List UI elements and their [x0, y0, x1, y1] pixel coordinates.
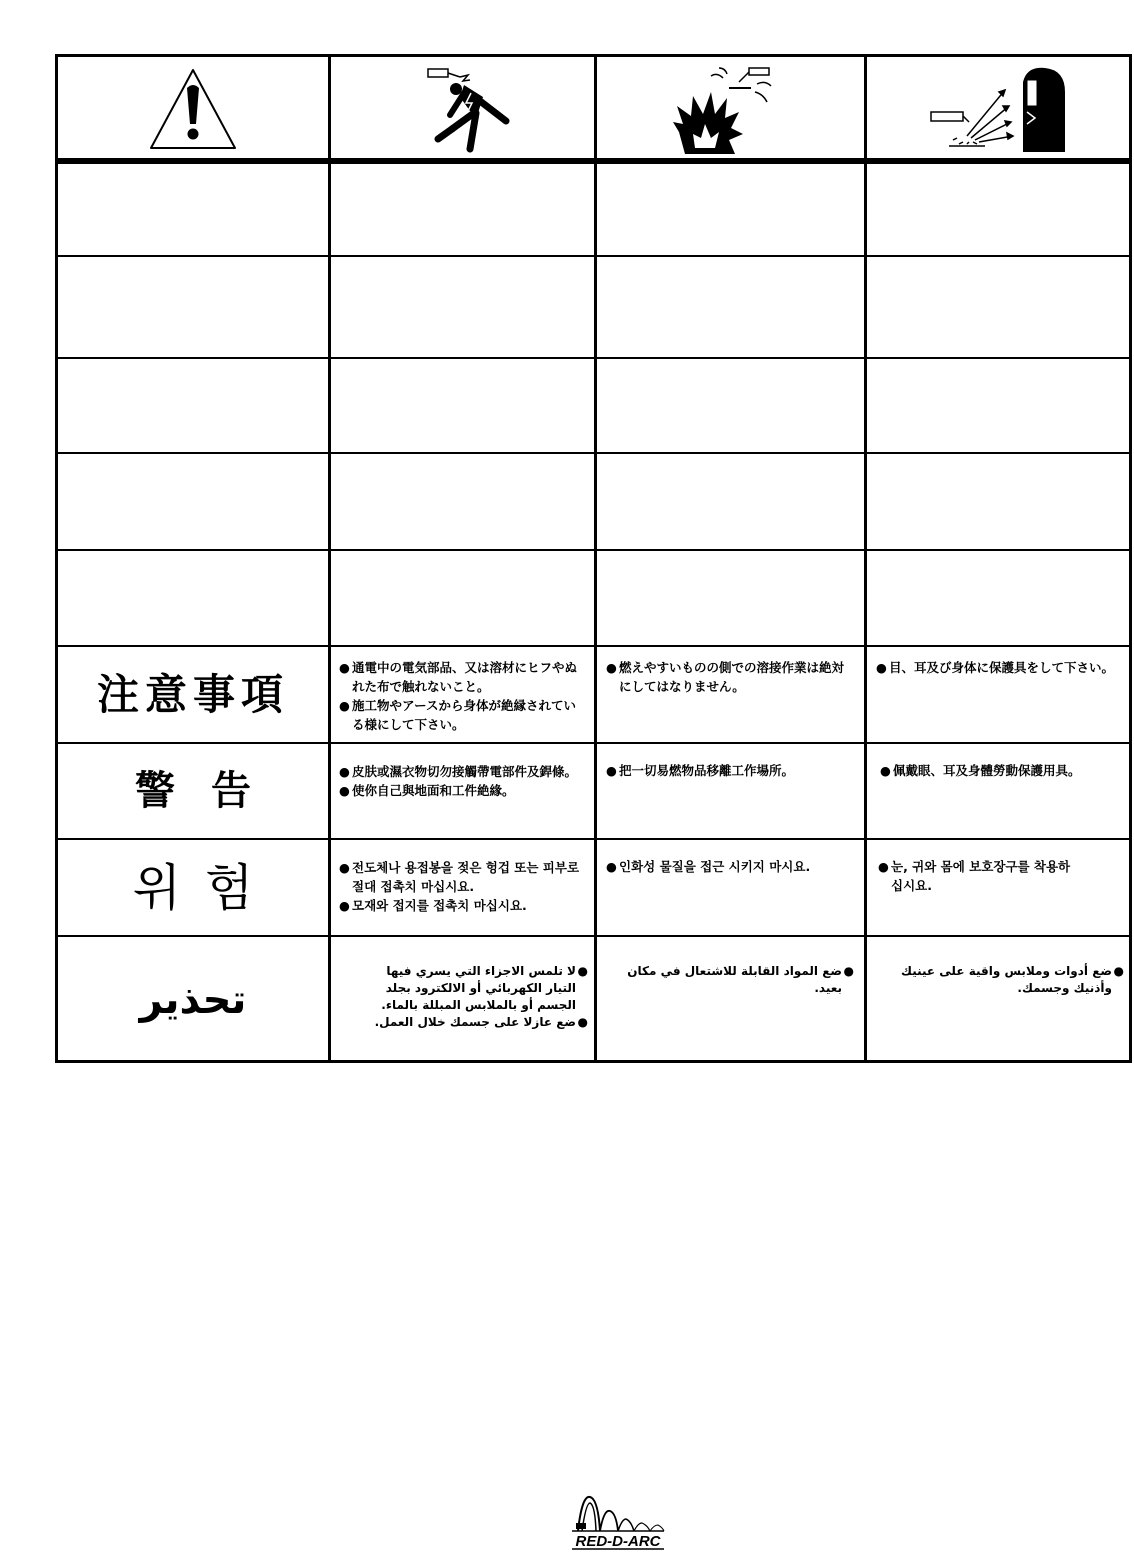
arabic-fire-text: [606, 963, 854, 997]
bullet-item: ● 燃えやすいものの側での溶接作業は絶対にしてはなりません。: [606, 660, 845, 694]
bullet-item: ● لا تلمس الاجزاء التي يسري فيها التيار الكهربائي أو الالكترود بجلد الجسم أو بالملابس المبللة بالماء.: [381, 964, 588, 1012]
bullet-item: ● ضع المواد القابلة للاشتعال في مكان بعيد.: [627, 964, 854, 995]
japanese-rays-text: [876, 658, 1121, 677]
bullet-item: ● ضع أدوات وملابس واقية على عينيك وأذنيك وجسمك.: [901, 964, 1124, 995]
japanese-fire-text: [606, 658, 854, 696]
column-divider: [864, 57, 867, 1060]
korean-electric-text: [339, 858, 585, 915]
row-divider: [58, 255, 1129, 257]
bullet-item: ● 佩戴眼、耳及身體勞動保護用具。: [880, 763, 1081, 778]
japanese-electric-text: [339, 658, 585, 734]
korean-fire-text: [606, 857, 856, 876]
chinese-fire-text: [606, 761, 854, 780]
label-arabic: تحذير: [139, 976, 247, 1023]
bullet-item: ● ضع عازلا على جسمك خلال العمل.: [374, 1015, 588, 1029]
chinese-rays-text: [880, 761, 1125, 780]
arc-rays-helmet-icon: [867, 57, 1129, 160]
bullet-item: ● 施工物やアースから身体が絶縁されている様にして下さい。: [339, 698, 577, 732]
bullet-item: ● 눈, 귀와 몸에 보호장구를 착용하십시요.: [878, 859, 1071, 893]
row-divider: [58, 549, 1129, 551]
svg-text:RED-D-ARC: RED-D-ARC: [575, 1533, 661, 1550]
red-d-arc-logo: [568, 1493, 668, 1551]
bullet-item: ● 通電中の電気部品、又は溶材にヒフやぬれた布で触れないこと。: [339, 660, 578, 694]
chinese-electric-text: [339, 762, 585, 800]
warning-triangle-icon: [58, 57, 328, 160]
column-divider: [594, 57, 597, 1060]
label-chinese: 警告: [135, 768, 287, 814]
row-divider: [58, 357, 1129, 359]
bullet-item: ● 目、耳及び身体に保護具をして下さい。: [876, 660, 1115, 675]
arabic-rays-text: [872, 963, 1124, 997]
bullet-item: ● 모재와 접지를 접촉치 마십시요.: [339, 898, 527, 913]
bullet-item: ● 전도체나 용접봉을 젖은 헝겁 또는 피부로 절대 접촉치 마십시요.: [339, 860, 580, 894]
bullet-item: ● 皮肤或濕衣物切勿接觸帶電部件及銲條。: [339, 764, 578, 779]
arabic-electric-text: [358, 963, 588, 1031]
column-divider: [328, 57, 331, 1060]
bullet-item: ● 把一切易燃物品移離工作場所。: [606, 763, 795, 778]
fire-explosion-icon: [597, 57, 864, 160]
bullet-item: ● 인화성 물질을 접근 시키지 마시요.: [606, 859, 811, 874]
label-japanese: 注意事項: [96, 669, 289, 719]
electric-shock-icon: [331, 57, 594, 160]
label-korean: 위험: [132, 858, 278, 917]
safety-table: [55, 54, 1132, 1063]
bullet-item: ● 使你自己與地面和工件絶緣。: [339, 783, 515, 798]
korean-rays-text: [878, 857, 1078, 895]
row-divider: [58, 452, 1129, 454]
